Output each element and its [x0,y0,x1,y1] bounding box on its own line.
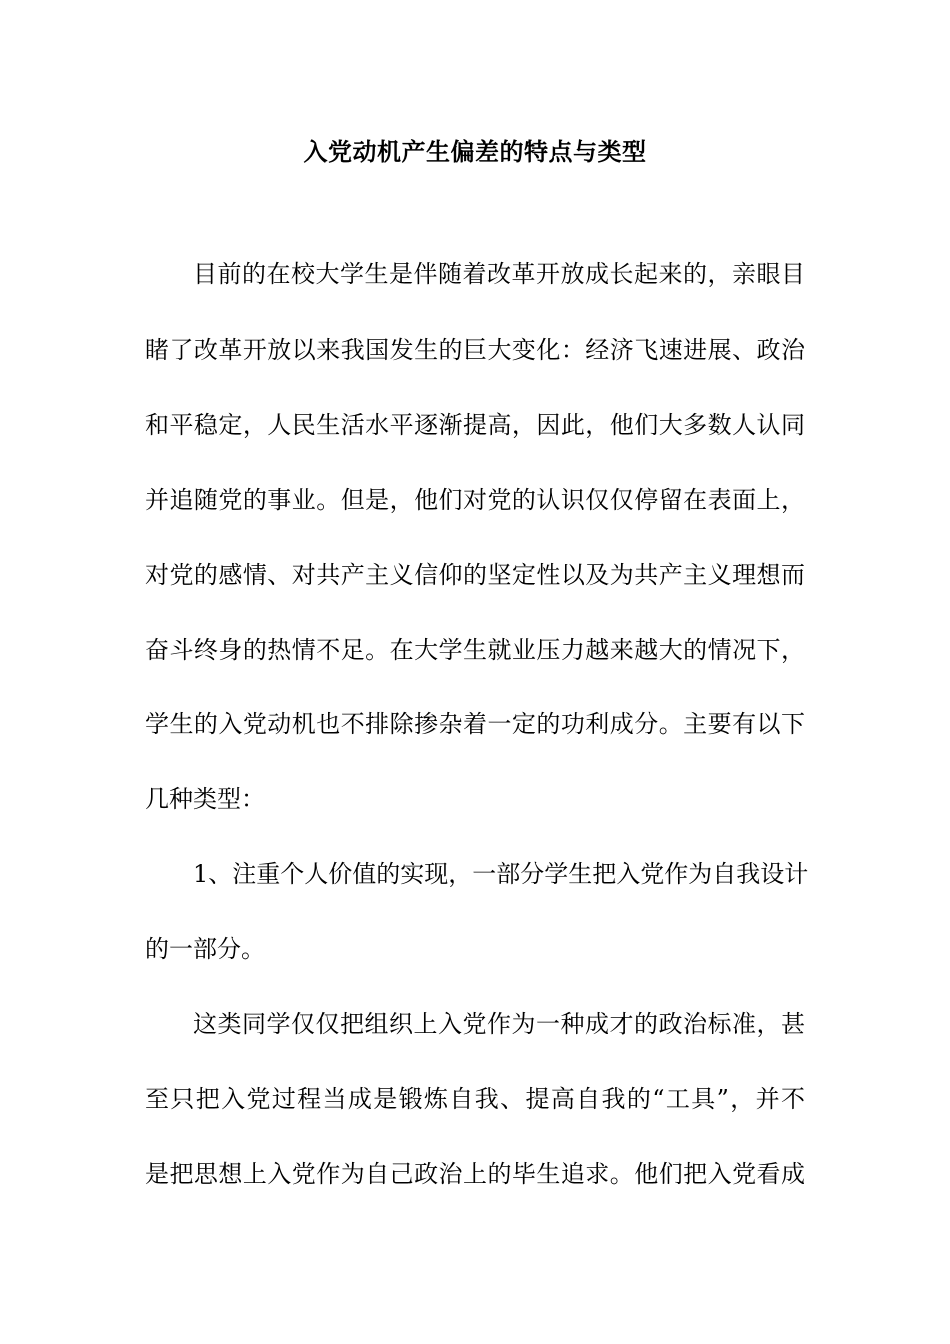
paragraph-line: 奋斗终身的热情不足。在大学生就业压力越来越大的情况下， [145,636,805,664]
paragraph-line: 并追随党的事业。但是，他们对党的认识仅仅停留在表面上， [145,486,805,514]
paragraph-line: 目前的在校大学生是伴随着改革开放成长起来的，亲眼目 [193,260,805,288]
paragraph-line: 这类同学仅仅把组织上入党作为一种成才的政治标准，甚 [193,1010,805,1038]
paragraph-line: 至只把入党过程当成是锻炼自我、提高自我的“工具”，并不 [145,1085,805,1113]
paragraph-line: 和平稳定，人民生活水平逐渐提高，因此，他们大多数人认同 [145,411,805,439]
paragraph-line: 是把思想上入党作为自己政治上的毕生追求。他们把入党看成 [145,1160,805,1188]
paragraph-line: 学生的入党动机也不排除掺杂着一定的功利成分。主要有以下 [145,710,805,738]
paragraph-line: 1、注重个人价值的实现，一部分学生把入党作为自我设计 [193,860,809,888]
document-title: 入党动机产生偏差的特点与类型 [303,137,647,166]
paragraph-line: 睹了改革开放以来我国发生的巨大变化：经济飞速进展、政治 [145,336,805,364]
paragraph-line: 对党的感情、对共产主义信仰的坚定性以及为共产主义理想而 [145,561,805,589]
paragraph-line: 的一部分。 [145,935,265,963]
paragraph-line: 几种类型： [145,785,265,813]
